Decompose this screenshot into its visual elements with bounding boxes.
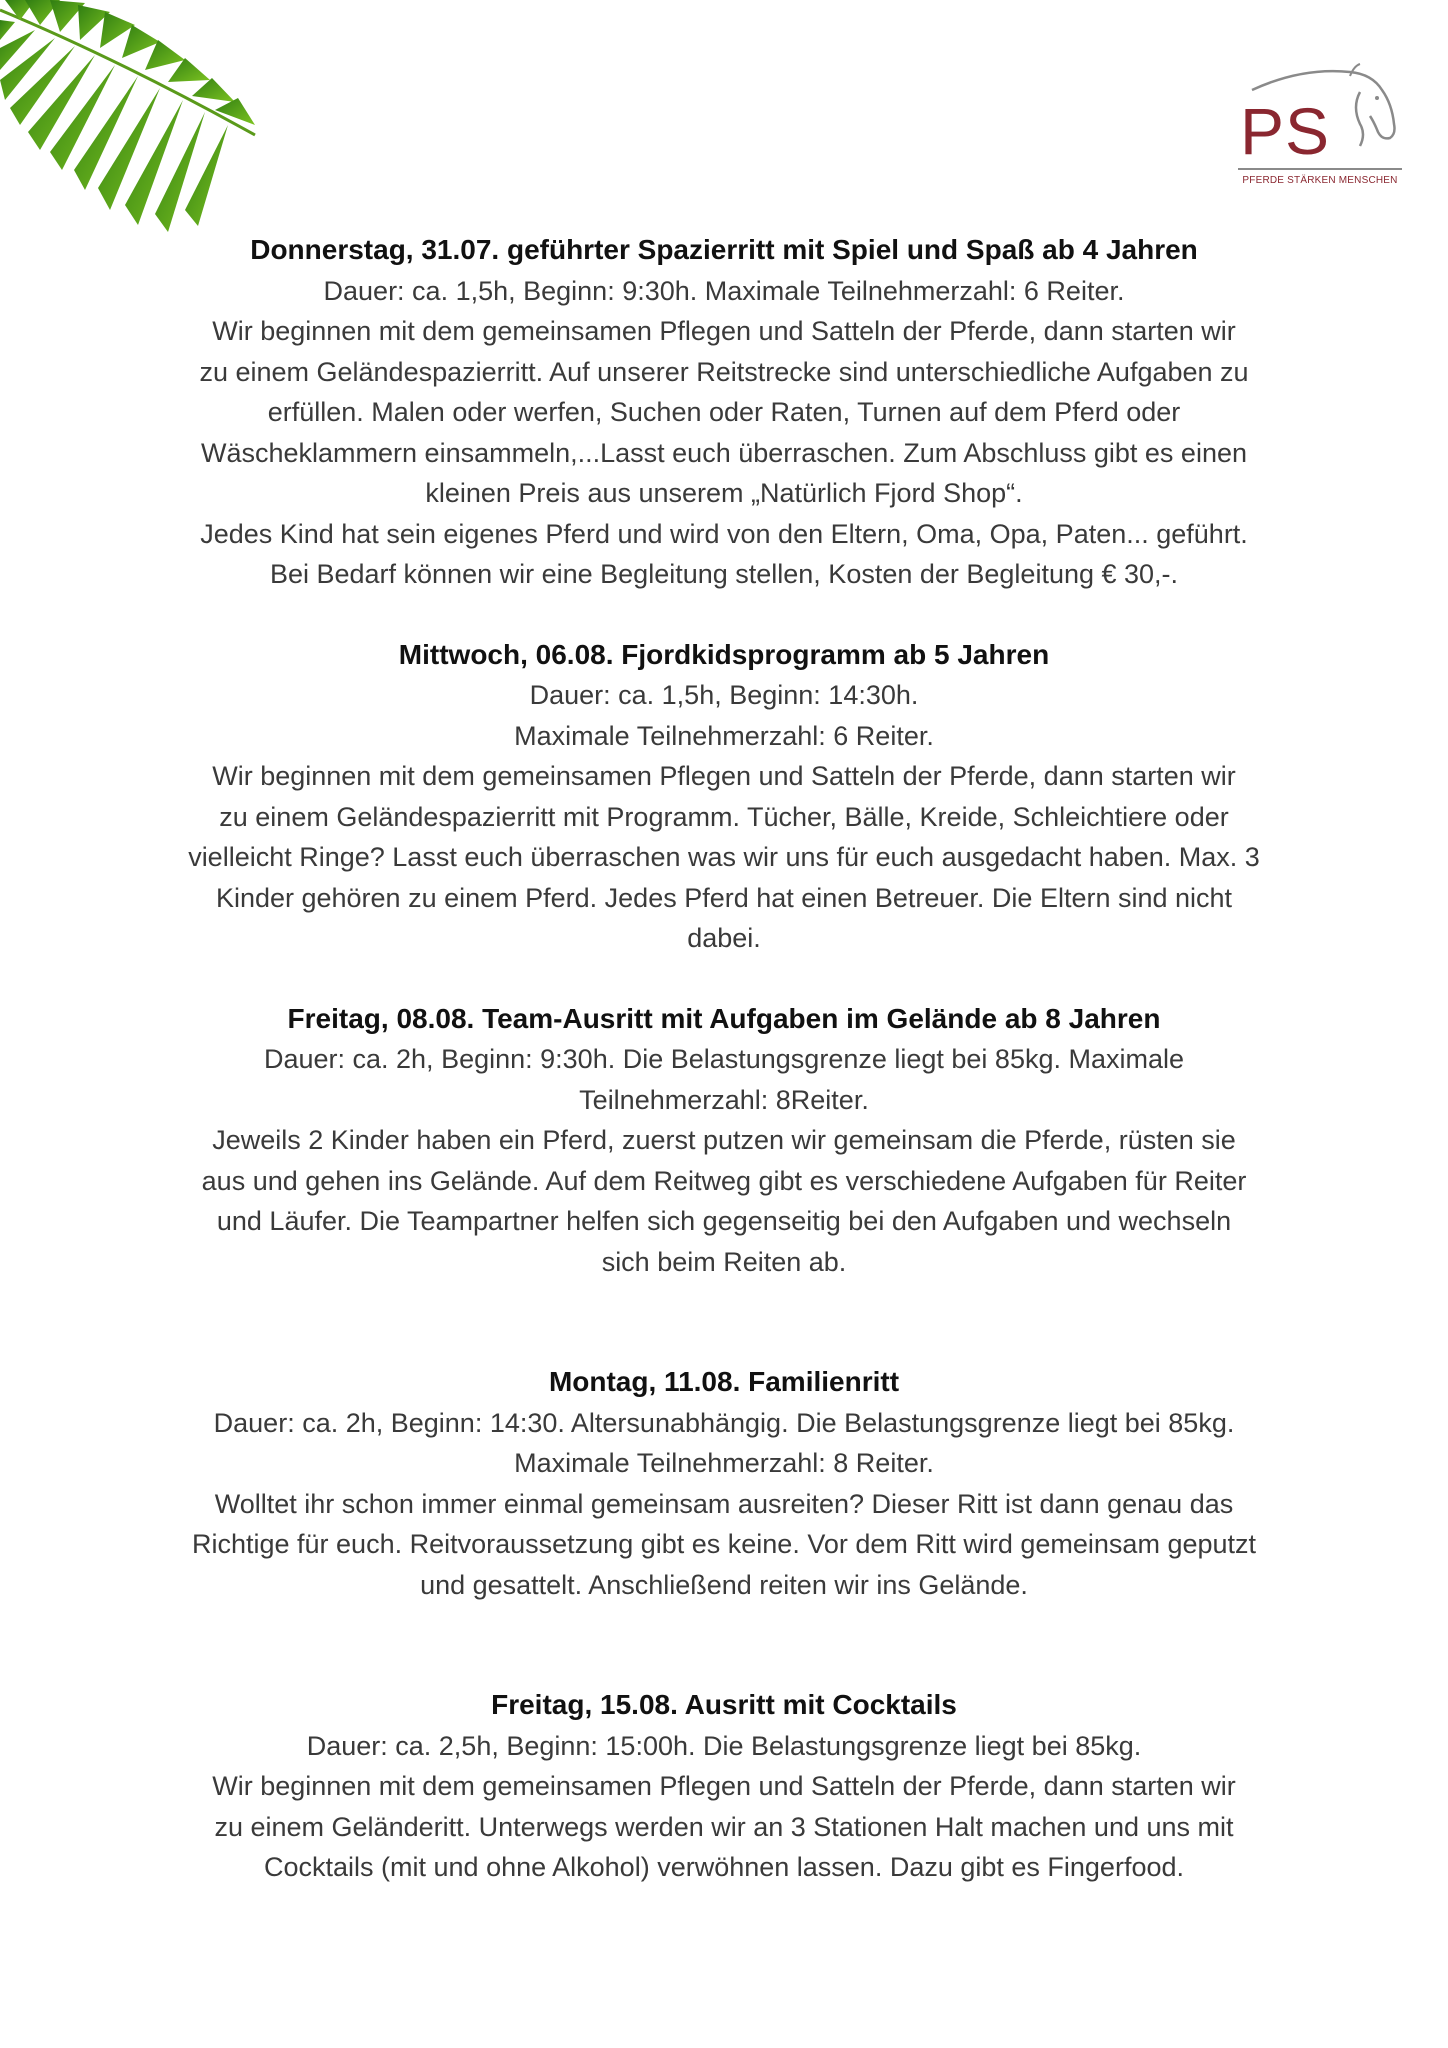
event-line: und Läufer. Die Teampartner helfen sich gegenseitig bei den Aufgaben und wechseln — [216, 1206, 1232, 1236]
event-line: aus und gehen ins Gelände. Auf dem Reitweg gibt es verschiedene Aufgaben für Reiter — [201, 1165, 1247, 1196]
event-line: vielleicht Ringe? Lasst euch überraschen was wir uns für euch ausgedacht haben. Max. 3 — [188, 842, 1260, 872]
event-section — [140, 1362, 1308, 1605]
event-line: und gesattelt. Anschließend reiten wir ins Gelände. — [420, 1569, 1028, 1600]
event-line: Wir beginnen mit dem gemeinsamen Pflegen und Satteln der Pferde, dann starten wir — [212, 761, 1236, 791]
event-line: dabei. — [687, 923, 761, 953]
logo-tagline: PFERDE STÄRKEN MENSCHEN — [1242, 175, 1398, 186]
event-line: Bei Bedarf können wir eine Begleitung stellen, Kosten der Begleitung € 30,-. — [269, 559, 1179, 589]
logo-letters: PS — [1240, 94, 1331, 168]
section-spacer — [140, 1605, 1308, 1685]
section-spacer — [140, 959, 1308, 999]
event-heading: Freitag, 15.08. Ausritt mit Cocktails — [491, 1689, 957, 1720]
event-line: zu einem Geländespazierritt. Auf unserer Reitstrecke sind unterschiedliche Aufgaben zu — [199, 356, 1249, 387]
event-line: kleinen Preis aus unserem „Natürlich Fjord Shop“. — [425, 478, 1023, 508]
logo — [1232, 62, 1402, 197]
event-line: erfüllen. Malen oder werfen, Suchen oder Raten, Turnen auf dem Pferd oder — [267, 397, 1181, 427]
event-heading: Mittwoch, 06.08. Fjordkidsprogramm ab 5 Jahren — [398, 638, 1050, 670]
event-line: Wäscheklammern einsammeln,...Lasst euch überraschen. Zum Abschluss gibt es einen — [201, 437, 1247, 468]
event-line: Teilnehmerzahl: 8Reiter. — [579, 1084, 869, 1115]
event-list — [140, 230, 1308, 1888]
event-section — [140, 999, 1308, 1283]
event-line: Jeweils 2 Kinder haben ein Pferd, zuerst putzen wir gemeinsam die Pferde, rüsten sie — [212, 1125, 1236, 1155]
event-line: Dauer: ca. 1,5h, Beginn: 9:30h. Maximale Teilnehmerzahl: 6 Reiter. — [323, 275, 1125, 306]
event-section — [140, 1685, 1308, 1888]
event-section — [140, 230, 1308, 595]
event-line: Maximale Teilnehmerzahl: 6 Reiter. — [514, 720, 934, 751]
event-heading: Freitag, 08.08. Team-Ausritt mit Aufgaben im Gelände ab 8 Jahren — [287, 1002, 1161, 1034]
event-line: Wolltet ihr schon immer einmal gemeinsam ausreiten? Dieser Ritt ist dann genau das — [214, 1488, 1234, 1519]
event-line: Dauer: ca. 2h, Beginn: 9:30h. Die Belastungsgrenze liegt bei 85kg. Maximale — [263, 1044, 1185, 1074]
section-spacer — [140, 1282, 1308, 1362]
section-spacer — [140, 595, 1308, 635]
event-line: zu einem Geländespazierritt mit Programm. Tücher, Bälle, Kreide, Schleichtiere oder — [219, 801, 1229, 832]
event-heading: Donnerstag, 31.07. geführter Spazierritt mit Spiel und Spaß ab 4 Jahren — [250, 234, 1198, 265]
event-line: Cocktails (mit und ohne Alkohol) verwöhnen lassen. Dazu gibt es Fingerfood. — [264, 1852, 1184, 1882]
event-line: sich beim Reiten ab. — [601, 1246, 847, 1277]
logo-divider — [1238, 168, 1402, 170]
event-line: zu einem Geländeritt. Unterwegs werden wir an 3 Stationen Halt machen und uns mit — [214, 1811, 1234, 1842]
event-line: Wir beginnen mit dem gemeinsamen Pflegen und Satteln der Pferde, dann starten wir — [212, 316, 1236, 346]
event-line: Jedes Kind hat sein eigenes Pferd und wird von den Eltern, Oma, Opa, Paten... geführt. — [200, 518, 1248, 549]
event-line: Kinder gehören zu einem Pferd. Jedes Pferd hat einen Betreuer. Die Eltern sind nicht — [215, 882, 1233, 913]
event-section — [140, 635, 1308, 959]
event-line: Richtige für euch. Reitvoraussetzung gibt es keine. Vor dem Ritt wird gemeinsam geputzt — [191, 1529, 1257, 1559]
event-line: Dauer: ca. 2,5h, Beginn: 15:00h. Die Belastungsgrenze liegt bei 85kg. — [306, 1730, 1142, 1761]
event-line: Maximale Teilnehmerzahl: 8 Reiter. — [514, 1448, 934, 1478]
event-line: Dauer: ca. 1,5h, Beginn: 14:30h. — [529, 680, 919, 710]
event-heading: Montag, 11.08. Familienritt — [548, 1366, 900, 1397]
event-line: Wir beginnen mit dem gemeinsamen Pflegen und Satteln der Pferde, dann starten wir — [212, 1771, 1236, 1801]
palm-leaf-decoration — [0, 0, 270, 240]
event-line: Dauer: ca. 2h, Beginn: 14:30. Altersunabhängig. Die Belastungsgrenze liegt bei 85kg. — [213, 1407, 1235, 1438]
